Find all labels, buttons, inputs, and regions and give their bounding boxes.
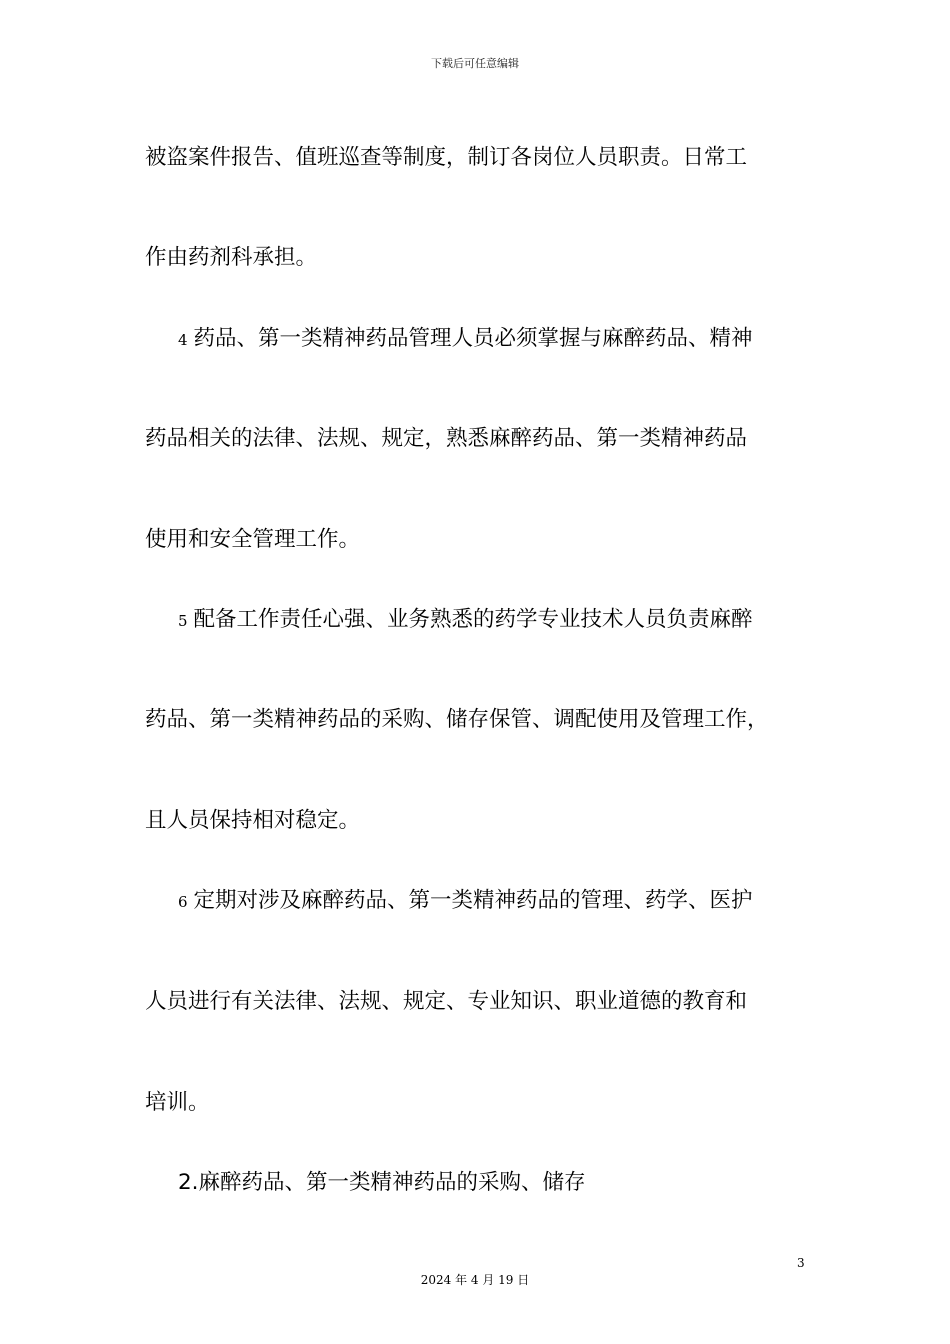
page-footer-date: 2024 年 4 月 19 日 (420, 1273, 530, 1287)
body-line: 药品、第一类精神药品管理人员必须掌握与麻醉药品、精神 (193, 326, 753, 351)
body-line: 药品相关的法律、法规、规定，熟悉麻醉药品、第一类精神药品 (145, 426, 748, 451)
item-number: 6 (178, 893, 188, 911)
body-line: 作由药剂科承担。 (145, 245, 318, 270)
list-item-6 (178, 887, 753, 916)
list-item-4 (178, 325, 753, 354)
body-line: 使用和安全管理工作。 (145, 527, 361, 552)
section-heading: 2.麻醉药品、第一类精神药品的采购、储存 (178, 1170, 586, 1195)
body-line: 且人员保持相对稳定。 (145, 808, 361, 833)
body-line: 药品、第一类精神药品的采购、储存保管、调配使用及管理工作， (145, 707, 769, 732)
list-item-5 (178, 606, 753, 635)
body-line: 人员进行有关法律、法规、规定、专业知识、职业道德的教育和 (145, 989, 748, 1014)
body-line: 被盗案件报告、值班巡查等制度，制订各岗位人员职责。日常工 (145, 145, 748, 170)
body-line: 培训。 (145, 1090, 210, 1115)
body-line: 定期对涉及麻醉药品、第一类精神药品的管理、药学、医护 (193, 888, 753, 913)
body-line: 配备工作责任心强、业务熟悉的药学专业技术人员负责麻醉 (193, 607, 753, 632)
item-number: 4 (178, 331, 188, 349)
page-number: 3 (797, 1256, 805, 1270)
item-number: 5 (178, 612, 188, 630)
page-header: 下载后可任意编辑 (431, 57, 519, 70)
